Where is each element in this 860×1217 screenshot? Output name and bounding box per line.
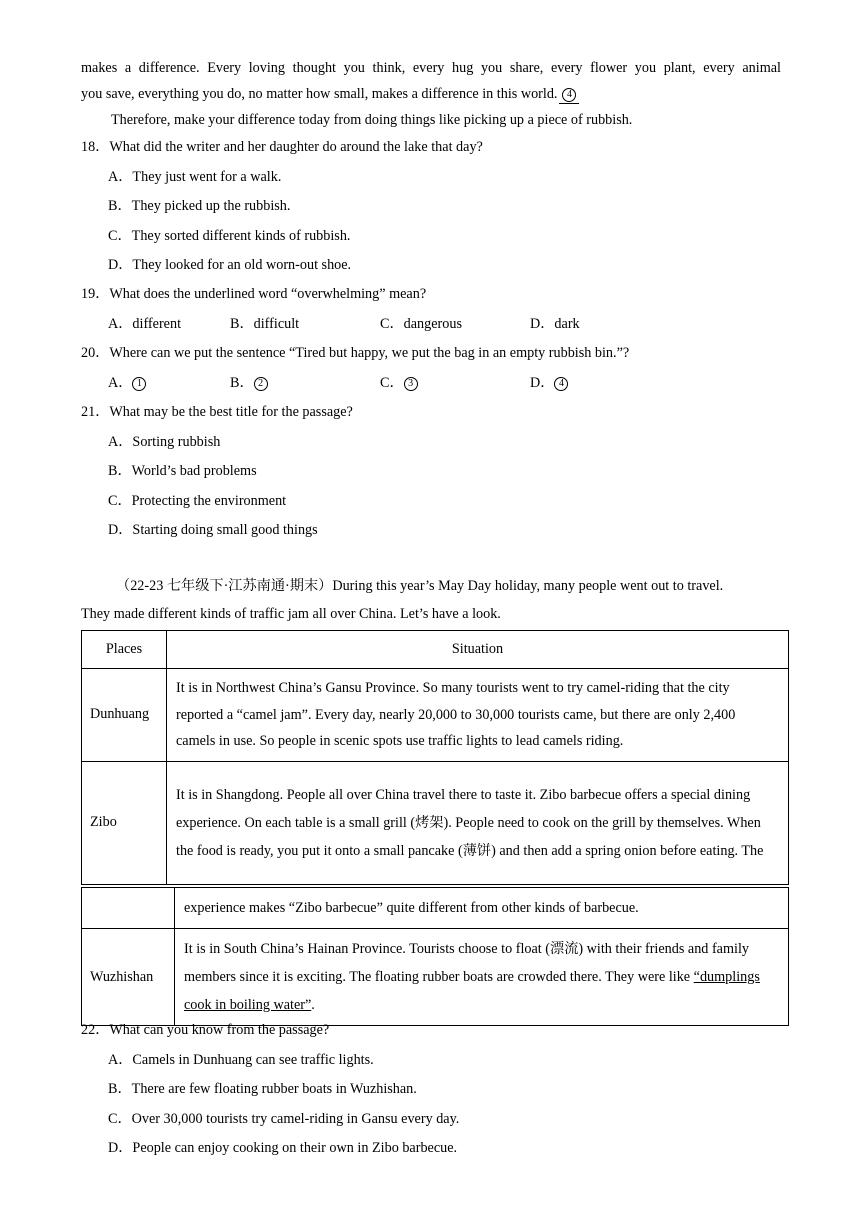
underlined-phrase: “dumplings cook in boiling water” [184,969,760,1013]
passage-line-2 [81,85,579,104]
table-header-row [82,631,789,669]
passage-intro-line-1: （22-23 七年级下·江苏南通·期末）During this year’s May Day holiday, many people went out to travel. [116,578,724,594]
option-b-letter: B． [230,375,254,391]
table-row [82,929,789,1026]
question-21-option-c: C．Protecting the environment [108,493,287,509]
question-19-option-a: A．different [108,316,182,332]
blank-marker-4 [559,85,579,104]
passage-line-1: makes a difference. Every loving thought you think, every hug you share, every flower you plant, every animal [81,60,781,76]
question-18-option-c: C．They sorted different kinds of rubbish. [108,228,351,244]
circled-number-3: 3 [404,377,418,391]
question-18-option-b: B．They picked up the rubbish. [108,198,291,214]
places-table-continued [81,887,789,1026]
question-18-option-a: A．They just went for a walk. [108,169,282,185]
question-20-option-b [230,374,268,392]
question-19-option-b: B．difficult [230,316,300,332]
passage-line-3: Therefore, make your difference today from doing things like picking up a piece of rubbish. [111,112,633,128]
situation-dunhuang: It is in Northwest China’s Gansu Province. So many tourists went to try camel-riding that the city reported a “camel jam”. Every day, nearly 20,000 to 30,000 tourists came, but there are only 2,400 camels in use. So people in scenic spots use traffic lights to lead camels riding. [167,669,789,762]
question-22-option-b: B．There are few floating rubber boats in Wuzhishan. [108,1081,417,1097]
situation-zibo-continued: experience makes “Zibo barbecue” quite different from other kinds of barbecue. [175,888,789,929]
question-22-option-c: C．Over 30,000 tourists try camel-riding in Gansu every day. [108,1111,460,1127]
place-empty [82,888,175,929]
table-row [82,888,789,929]
option-c-letter: C． [380,375,404,391]
situation-wuzhishan-text: It is in South China’s Hainan Province. Tourists choose to float (漂流) with their friends and family members since it is exciting. The floating rubber boats are crowded there. They were like [184,941,749,985]
question-19-stem: 19．What does the underlined word “overwhelming” mean? [81,286,427,302]
question-18-stem: 18．What did the writer and her daughter do around the lake that day? [81,139,483,155]
place-zibo: Zibo [82,761,167,884]
circled-number-2: 2 [254,377,268,391]
circled-number-1: 1 [132,377,146,391]
table-row [82,669,789,762]
question-20-option-a [108,374,146,392]
question-21-stem: 21．What may be the best title for the passage? [81,404,353,420]
question-18-option-d: D．They looked for an old worn-out shoe. [108,257,352,273]
situation-wuzhishan-end: . [311,997,315,1013]
question-21-option-b: B．World’s bad problems [108,463,257,479]
table-row [82,761,789,884]
header-places: Places [82,631,167,669]
situation-wuzhishan [175,929,789,1026]
question-22-option-a: A．Camels in Dunhuang can see traffic lights. [108,1052,374,1068]
places-table [81,630,789,885]
question-22-option-d: D．People can enjoy cooking on their own in Zibo barbecue. [108,1140,458,1156]
passage-line-2-text: you save, everything you do, no matter how small, makes a difference in this world. [81,86,558,102]
situation-zibo: It is in Shangdong. People all over China travel there to taste it. Zibo barbecue offers a special dining experience. On each table is a small grill (烤架). People need to cook on the grill by themselves. When the food is ready, you put it onto a small pancake (薄饼) and then add a spring onion before eating. The [167,761,789,884]
question-20-option-d [530,374,568,392]
question-19-option-c: C．dangerous [380,316,462,332]
circled-number-4: 4 [562,88,576,102]
circled-number-4: 4 [554,377,568,391]
header-situation: Situation [167,631,789,669]
option-d-letter: D． [530,375,555,391]
question-21-option-d: D．Starting doing small good things [108,522,318,538]
question-22-stem: 22．What can you know from the passage? [81,1022,330,1038]
question-19-option-d: D．dark [530,316,580,332]
question-20-stem: 20．Where can we put the sentence “Tired but happy, we put the bag in an empty rubbish bin.”? [81,345,630,361]
passage-intro-line-2: They made different kinds of traffic jam all over China. Let’s have a look. [81,606,501,622]
place-wuzhishan: Wuzhishan [82,929,175,1026]
question-21-option-a: A．Sorting rubbish [108,434,221,450]
question-20-option-c [380,374,418,392]
option-a-letter: A． [108,375,133,391]
place-dunhuang: Dunhuang [82,669,167,762]
